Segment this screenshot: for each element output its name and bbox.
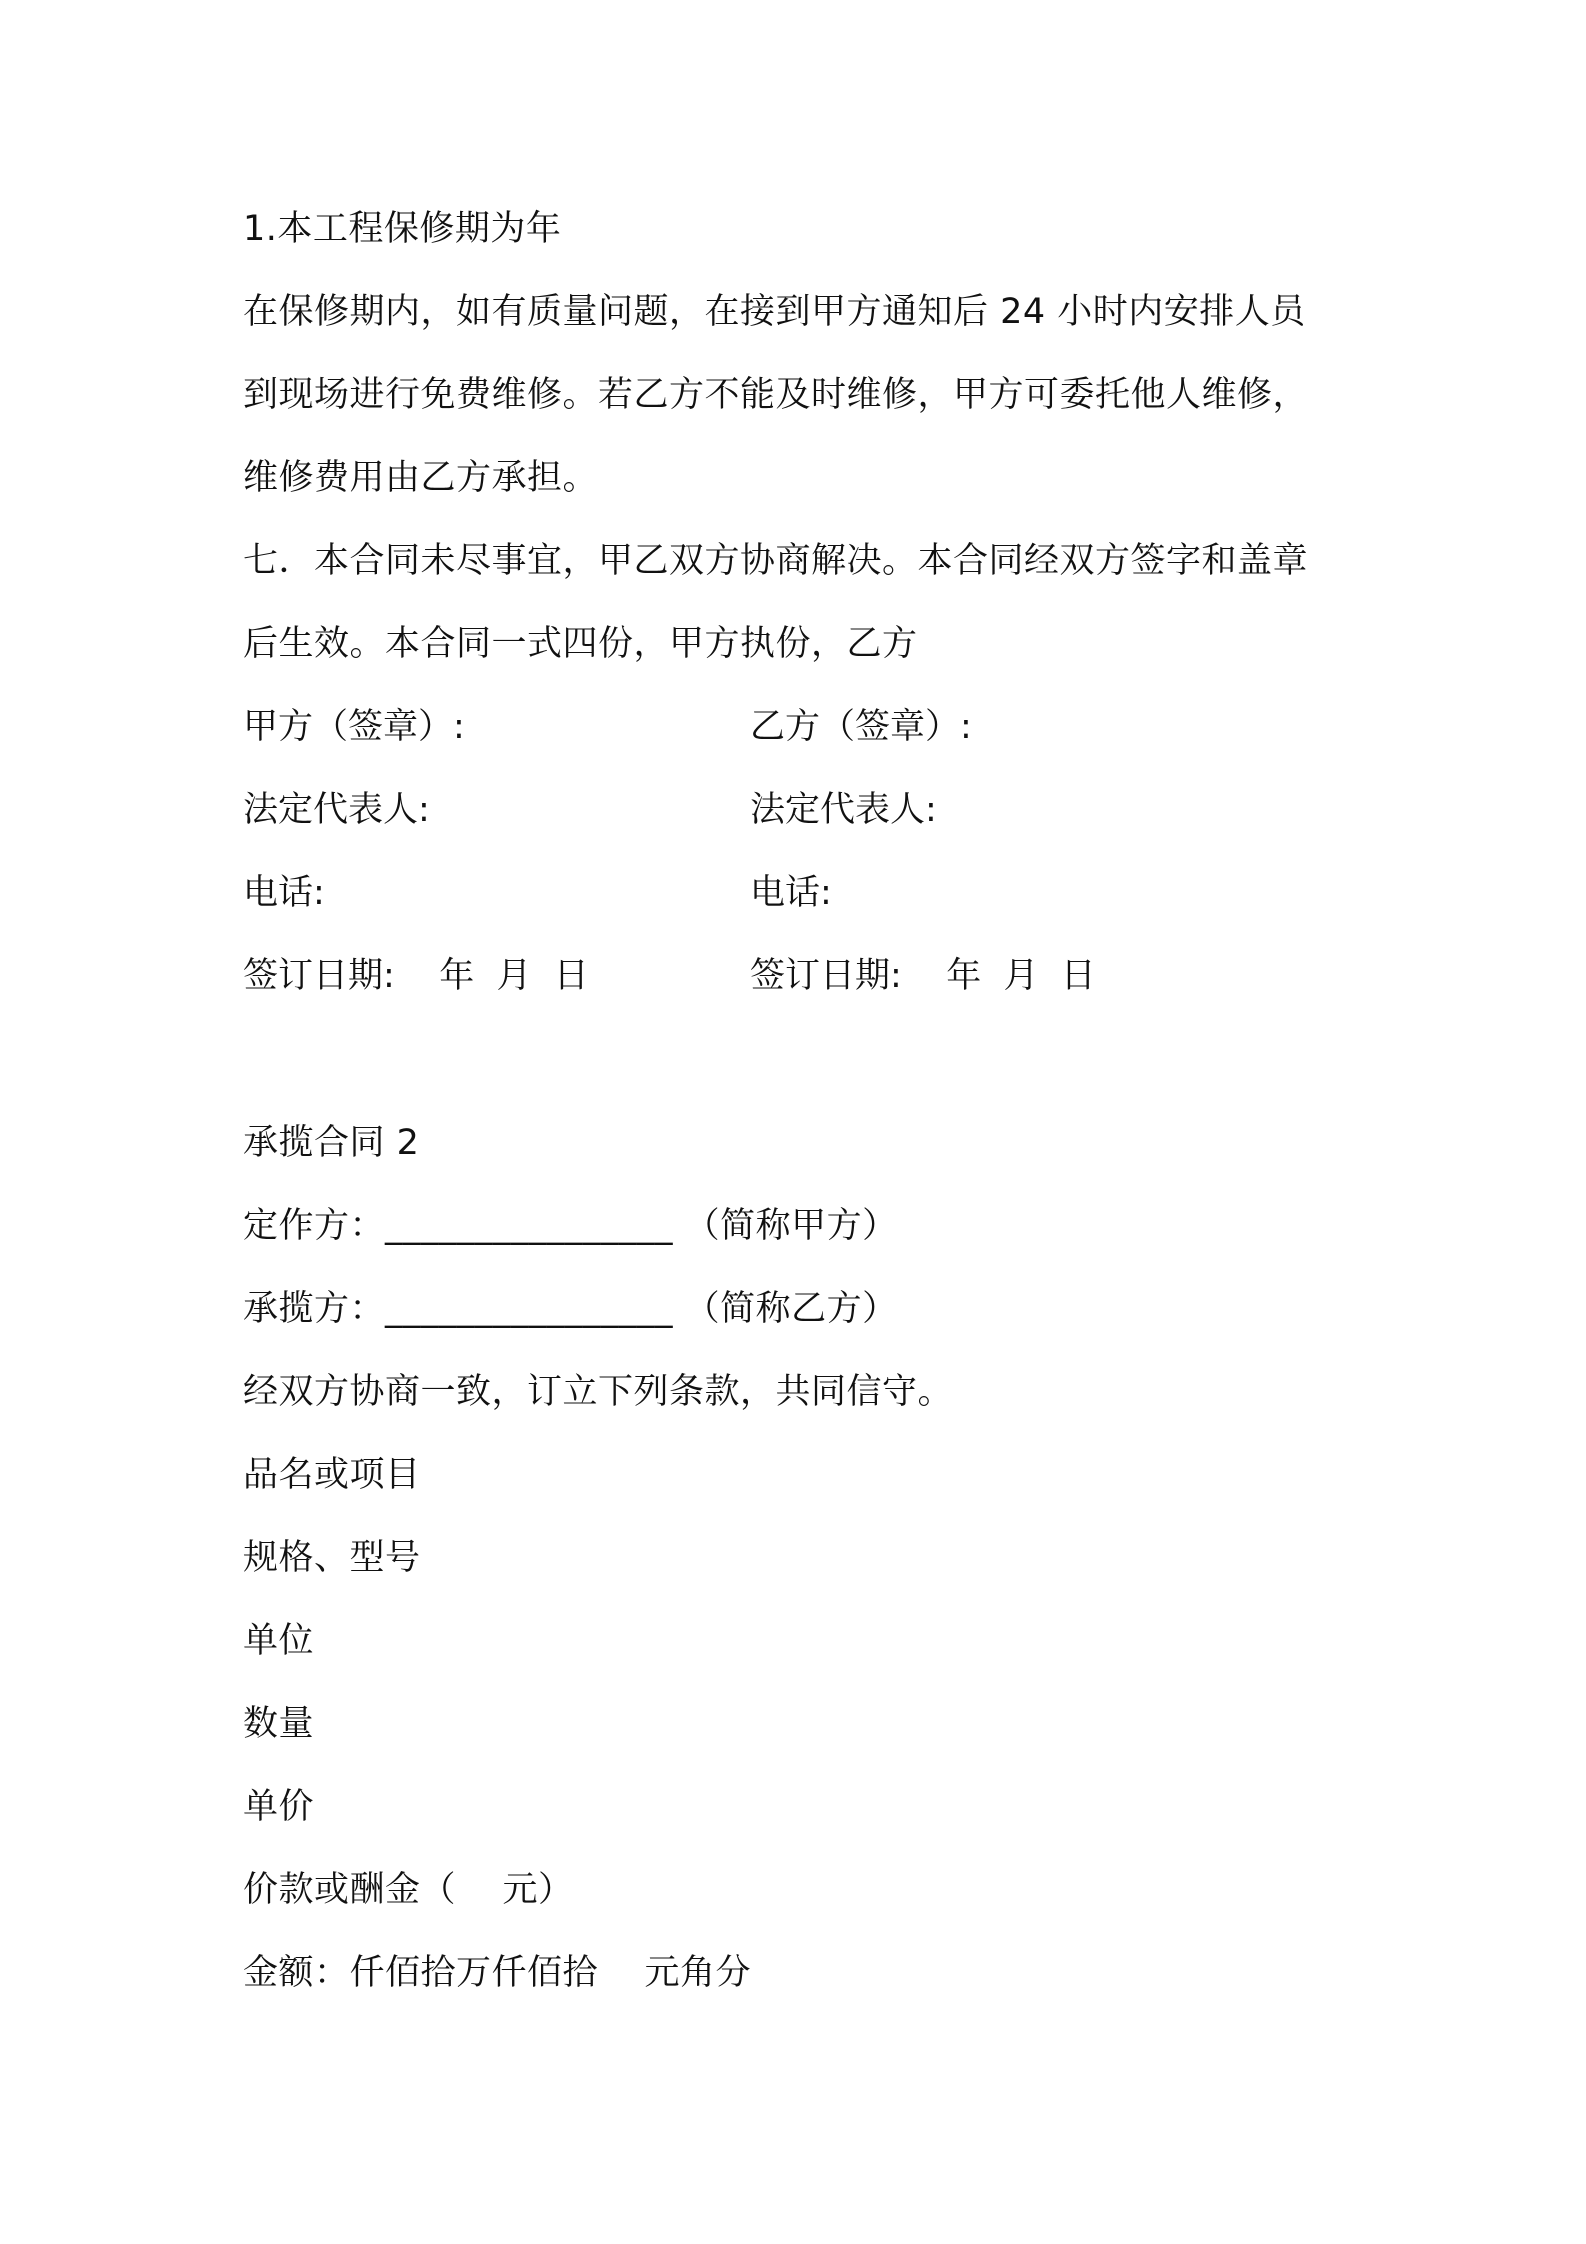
item-unit-field: 单位: [243, 1621, 315, 1661]
item-name-field: 品名或项目: [243, 1455, 421, 1495]
party-b-seal-label: 乙方（签章）:: [750, 707, 972, 747]
signature-date-row: [243, 954, 1443, 998]
item-spec-field: 规格、型号: [243, 1538, 421, 1578]
party-b-date-label: 签订日期: 年 月 日: [750, 956, 1096, 996]
warranty-heading: 1.本工程保修期为年: [243, 209, 562, 249]
item-quantity-field: 数量: [243, 1704, 315, 1744]
signature-representative-row: [243, 788, 1443, 832]
item-unit-price-field: 单价: [243, 1787, 315, 1827]
signature-seal-row: [243, 705, 1443, 749]
party-b-phone-label: 电话:: [750, 873, 832, 913]
contract-2-intro: 经双方协商一致，订立下列条款，共同信守。: [243, 1372, 954, 1412]
warranty-paragraph-line-2: 到现场进行免费维修。若乙方不能及时维修，甲方可委托他人维修，: [243, 375, 1309, 415]
signature-phone-row: [243, 871, 1443, 915]
warranty-paragraph-line-3: 维修费用由乙方承担。: [243, 458, 599, 498]
clause-7-line-1: 七．本合同未尽事宜，甲乙双方协商解决。本合同经双方签字和盖章: [243, 541, 1309, 581]
party-a-seal-label: 甲方（签章）:: [243, 707, 465, 747]
clause-7-line-2: 后生效。本合同一式四份，甲方执份，乙方: [243, 624, 918, 664]
party-a-phone-label: 电话:: [243, 873, 325, 913]
contractor-line: 承揽方：________________ （简称乙方）: [243, 1289, 898, 1329]
warranty-paragraph-line-1: 在保修期内，如有质量问题，在接到甲方通知后 24 小时内安排人员: [243, 292, 1306, 332]
party-a-date-label: 签订日期: 年 月 日: [243, 956, 589, 996]
party-b-representative-label: 法定代表人:: [750, 790, 937, 830]
party-a-representative-label: 法定代表人:: [243, 790, 430, 830]
item-amount-field: 金额：仟佰拾万仟佰拾 元角分: [243, 1953, 752, 1993]
orderer-line: 定作方：________________ （简称甲方）: [243, 1206, 898, 1246]
contract-2-title: 承揽合同 2: [243, 1123, 420, 1163]
item-price-field: 价款或酬金（ 元）: [243, 1870, 574, 1910]
